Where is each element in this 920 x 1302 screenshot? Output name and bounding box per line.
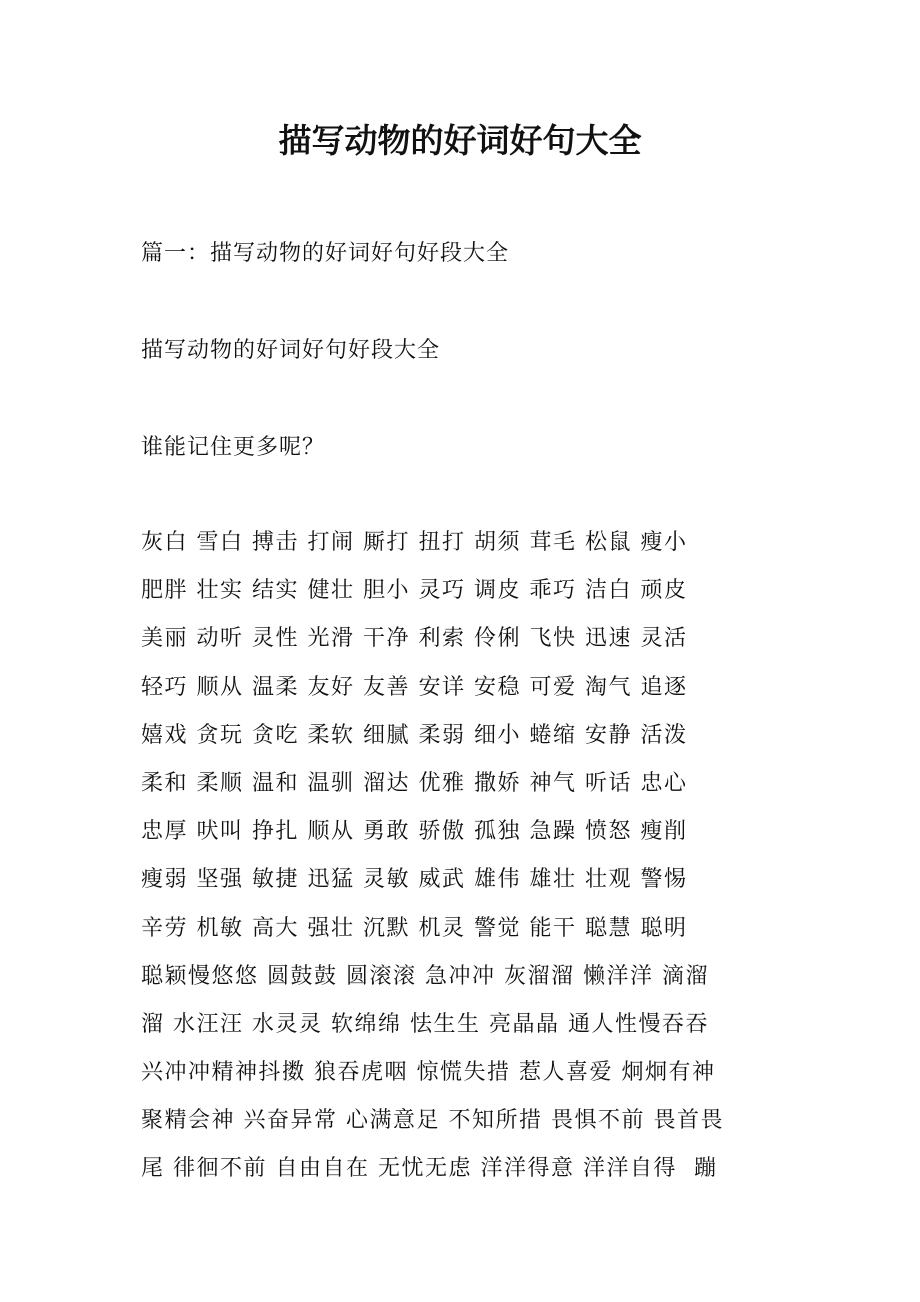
word-line: 聪颖慢悠悠 圆鼓鼓 圆滚滚 急冲冲 灰溜溜 懒洋洋 滴溜 bbox=[141, 963, 709, 989]
word-line: 尾 徘徊不前 自由自在 无忧无虑 洋洋得意 洋洋自得 蹦 bbox=[141, 1156, 718, 1182]
word-line: 灰白 雪白 搏击 打闹 厮打 扭打 胡须 茸毛 松鼠 瘦小 bbox=[141, 530, 688, 555]
word-line: 忠厚 吠叫 挣扎 顺从 勇敢 骄傲 孤独 急躁 愤怒 瘦削 bbox=[141, 819, 688, 845]
document-title: 描写动物的好词好句大全 bbox=[278, 121, 642, 160]
word-line: 瘦弱 坚强 敏捷 迅猛 灵敏 威武 雄伟 雄壮 壮观 警惕 bbox=[141, 867, 688, 893]
word-line: 嬉戏 贪玩 贪吃 柔软 细腻 柔弱 细小 蜷缩 安静 活泼 bbox=[141, 722, 688, 748]
section-heading: 篇一：描写动物的好词好句好段大全 bbox=[141, 241, 510, 266]
word-line: 柔和 柔顺 温和 温驯 溜达 优雅 撒娇 神气 听话 忠心 bbox=[141, 770, 688, 796]
word-line: 聚精会神 兴奋异常 心满意足 不知所措 畏惧不前 畏首畏 bbox=[141, 1108, 724, 1134]
word-line: 辛劳 机敏 高大 强壮 沉默 机灵 警觉 能干 聪慧 聪明 bbox=[141, 915, 688, 941]
word-line: 溜 水汪汪 水灵灵 软绵绵 怯生生 亮晶晶 通人性慢吞吞 bbox=[141, 1011, 709, 1037]
subheading: 描写动物的好词好句好段大全 bbox=[141, 338, 441, 363]
word-line: 兴冲冲精神抖擞 狼吞虎咽 惊慌失措 惹人喜爱 炯炯有神 bbox=[141, 1060, 716, 1086]
word-line: 轻巧 顺从 温柔 友好 友善 安详 安稳 可爱 淘气 追逐 bbox=[141, 674, 688, 700]
intro-question: 谁能记住更多呢？ bbox=[141, 435, 326, 460]
word-line: 美丽 动听 灵性 光滑 干净 利索 伶俐 飞快 迅速 灵活 bbox=[141, 626, 688, 652]
word-line: 肥胖 壮实 结实 健壮 胆小 灵巧 调皮 乖巧 洁白 顽皮 bbox=[141, 578, 688, 604]
word-list bbox=[141, 528, 791, 1203]
